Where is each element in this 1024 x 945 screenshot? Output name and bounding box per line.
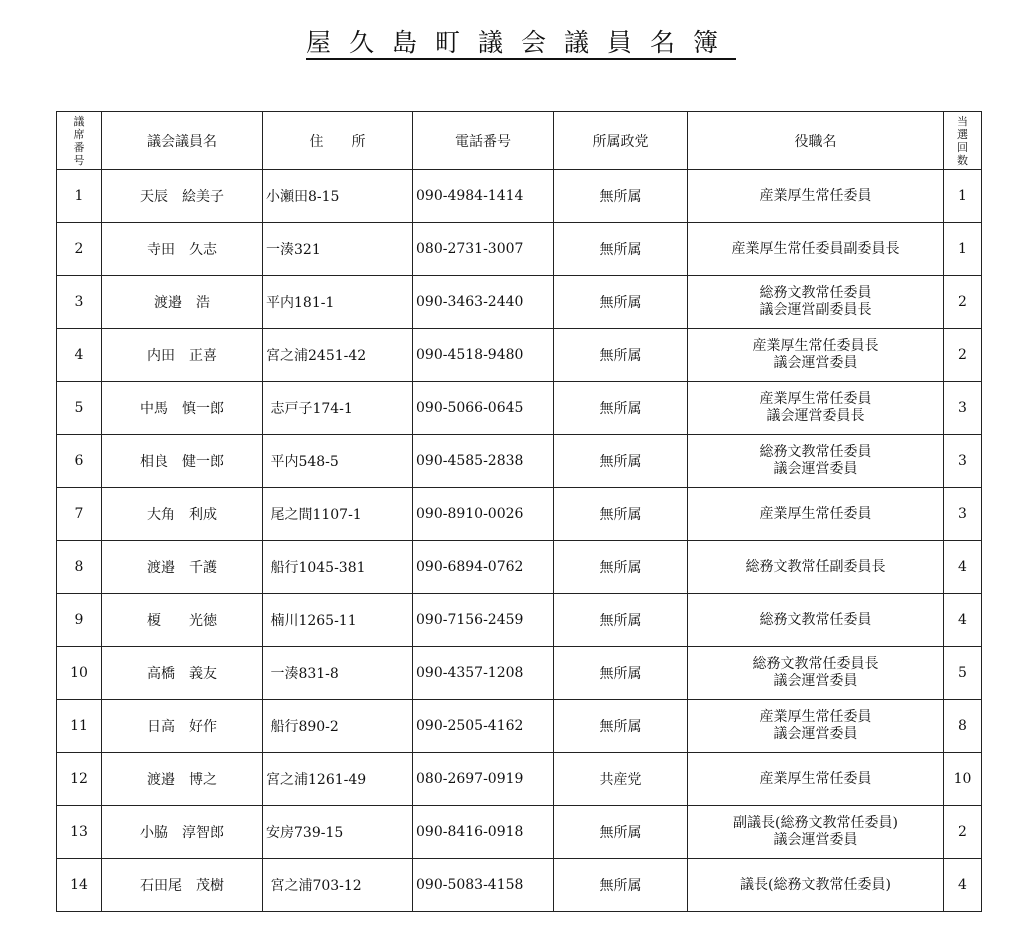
role-line: 産業厚生常任委員 xyxy=(759,391,872,407)
role-line: 議会運営委員 xyxy=(773,355,858,371)
party-cell: 無所属 xyxy=(554,806,688,859)
table-row xyxy=(57,594,982,647)
header-role: 役職名 xyxy=(688,112,944,170)
party-cell: 無所属 xyxy=(554,382,688,435)
party-cell: 無所属 xyxy=(554,859,688,912)
member-name-cell: 寺田 久志 xyxy=(102,223,263,276)
table-header-row xyxy=(57,112,982,170)
role-cell xyxy=(688,382,944,435)
party-cell: 無所属 xyxy=(554,488,688,541)
member-name-cell: 渡邉 博之 xyxy=(102,753,263,806)
table-row xyxy=(57,859,982,912)
address-cell: 一湊321 xyxy=(263,223,413,276)
role-line: 産業厚生常任委員 xyxy=(759,770,872,787)
seat-number-cell: 6 xyxy=(57,435,102,488)
table-row xyxy=(57,435,982,488)
role-cell xyxy=(688,647,944,700)
phone-number-cell: 090-5083-4158 xyxy=(413,859,554,912)
seat-number-cell: 7 xyxy=(57,488,102,541)
role-cell xyxy=(688,223,944,276)
address-cell: 小瀬田8-15 xyxy=(263,170,413,223)
role-line: 議会運営委員 xyxy=(773,832,858,848)
member-name-cell: 榎 光徳 xyxy=(102,594,263,647)
role-line: 総務文教常任委員 xyxy=(759,611,872,628)
table-row xyxy=(57,382,982,435)
role-cell xyxy=(688,435,944,488)
table-row xyxy=(57,223,982,276)
role-line: 総務文教常任副委員長 xyxy=(745,558,886,575)
terms-count-cell: 10 xyxy=(944,753,982,806)
role-line: 議長(総務文教常任委員) xyxy=(740,876,891,893)
seat-number-cell: 14 xyxy=(57,859,102,912)
role-line: 産業厚生常任委員副委員長 xyxy=(731,240,900,257)
role-cell xyxy=(688,700,944,753)
header-seat: 議席番号 xyxy=(57,112,102,170)
role-line: 議会運営委員長 xyxy=(766,408,865,424)
table-row xyxy=(57,700,982,753)
terms-count-cell: 2 xyxy=(944,806,982,859)
role-cell xyxy=(688,806,944,859)
terms-count-cell: 5 xyxy=(944,647,982,700)
member-name-cell: 中馬 慎一郎 xyxy=(102,382,263,435)
role-line: 産業厚生常任委員 xyxy=(759,187,872,204)
role-line: 総務文教常任委員 xyxy=(759,444,872,460)
party-cell: 無所属 xyxy=(554,329,688,382)
seat-number-cell: 5 xyxy=(57,382,102,435)
role-line: 副議長(総務文教常任委員) xyxy=(733,815,898,831)
party-cell: 無所属 xyxy=(554,170,688,223)
table-row xyxy=(57,647,982,700)
member-name-cell: 日高 好作 xyxy=(102,700,263,753)
seat-number-cell: 4 xyxy=(57,329,102,382)
terms-count-cell: 2 xyxy=(944,329,982,382)
role-line: 産業厚生常任委員 xyxy=(759,505,872,522)
role-line: 総務文教常任委員長 xyxy=(752,656,879,672)
seat-number-cell: 10 xyxy=(57,647,102,700)
terms-count-cell: 1 xyxy=(944,223,982,276)
role-line: 議会運営副委員長 xyxy=(759,302,872,318)
phone-number-cell: 090-3463-2440 xyxy=(413,276,554,329)
role-line: 議会運営委員 xyxy=(773,673,858,689)
terms-count-cell: 1 xyxy=(944,170,982,223)
table-row xyxy=(57,170,982,223)
address-cell: 平内181-1 xyxy=(263,276,413,329)
member-name-cell: 相良 健一郎 xyxy=(102,435,263,488)
table-row xyxy=(57,488,982,541)
seat-number-cell: 9 xyxy=(57,594,102,647)
phone-number-cell: 090-5066-0645 xyxy=(413,382,554,435)
terms-count-cell: 4 xyxy=(944,541,982,594)
member-name-cell: 石田尾 茂樹 xyxy=(102,859,263,912)
seat-number-cell: 3 xyxy=(57,276,102,329)
address-cell: 船行890-2 xyxy=(263,700,413,753)
seat-number-cell: 2 xyxy=(57,223,102,276)
member-name-cell: 内田 正喜 xyxy=(102,329,263,382)
seat-number-cell: 1 xyxy=(57,170,102,223)
council-member-table xyxy=(56,111,982,912)
member-name-cell: 小脇 淳智郎 xyxy=(102,806,263,859)
role-cell xyxy=(688,488,944,541)
role-line: 総務文教常任委員 xyxy=(759,285,872,301)
seat-number-cell: 13 xyxy=(57,806,102,859)
phone-number-cell: 090-4518-9480 xyxy=(413,329,554,382)
phone-number-cell: 090-6894-0762 xyxy=(413,541,554,594)
party-cell: 無所属 xyxy=(554,594,688,647)
table-row xyxy=(57,541,982,594)
table-row xyxy=(57,806,982,859)
party-cell: 無所属 xyxy=(554,700,688,753)
phone-number-cell: 090-4984-1414 xyxy=(413,170,554,223)
member-name-cell: 渡邉 浩 xyxy=(102,276,263,329)
phone-number-cell: 080-2731-3007 xyxy=(413,223,554,276)
table-row xyxy=(57,753,982,806)
role-cell xyxy=(688,859,944,912)
address-cell: 船行1045-381 xyxy=(263,541,413,594)
header-address: 住 所 xyxy=(263,112,413,170)
table-body xyxy=(57,170,982,912)
role-line: 産業厚生常任委員 xyxy=(759,709,872,725)
member-name-cell: 大角 利成 xyxy=(102,488,263,541)
party-cell: 無所属 xyxy=(554,541,688,594)
document-title-text: 屋久島町議会議員名簿 xyxy=(306,28,736,60)
terms-count-cell: 2 xyxy=(944,276,982,329)
role-line: 議会運営委員 xyxy=(773,461,858,477)
party-cell: 無所属 xyxy=(554,647,688,700)
address-cell: 志戸子174-1 xyxy=(263,382,413,435)
role-cell xyxy=(688,329,944,382)
terms-count-cell: 3 xyxy=(944,488,982,541)
terms-count-cell: 3 xyxy=(944,435,982,488)
role-cell xyxy=(688,594,944,647)
address-cell: 宮之浦703-12 xyxy=(263,859,413,912)
role-line: 産業厚生常任委員長 xyxy=(752,338,879,354)
terms-count-cell: 4 xyxy=(944,859,982,912)
header-phone: 電話番号 xyxy=(413,112,554,170)
phone-number-cell: 090-2505-4162 xyxy=(413,700,554,753)
address-cell: 楠川1265-11 xyxy=(263,594,413,647)
role-cell xyxy=(688,753,944,806)
header-terms: 当選回数 xyxy=(944,112,982,170)
phone-number-cell: 090-8416-0918 xyxy=(413,806,554,859)
member-name-cell: 渡邉 千護 xyxy=(102,541,263,594)
header-party: 所属政党 xyxy=(554,112,688,170)
party-cell: 無所属 xyxy=(554,276,688,329)
header-name: 議会議員名 xyxy=(102,112,263,170)
role-cell xyxy=(688,541,944,594)
member-name-cell: 天辰 絵美子 xyxy=(102,170,263,223)
party-cell: 無所属 xyxy=(554,435,688,488)
role-cell xyxy=(688,170,944,223)
table-row xyxy=(57,329,982,382)
party-cell: 無所属 xyxy=(554,223,688,276)
address-cell: 尾之間1107-1 xyxy=(263,488,413,541)
phone-number-cell: 090-7156-2459 xyxy=(413,594,554,647)
table-row xyxy=(57,276,982,329)
address-cell: 安房739-15 xyxy=(263,806,413,859)
seat-number-cell: 11 xyxy=(57,700,102,753)
phone-number-cell: 080-2697-0919 xyxy=(413,753,554,806)
phone-number-cell: 090-4585-2838 xyxy=(413,435,554,488)
terms-count-cell: 4 xyxy=(944,594,982,647)
address-cell: 平内548-5 xyxy=(263,435,413,488)
address-cell: 一湊831-8 xyxy=(263,647,413,700)
role-cell xyxy=(688,276,944,329)
role-line: 議会運営委員 xyxy=(773,726,858,742)
terms-count-cell: 8 xyxy=(944,700,982,753)
member-name-cell: 高橋 義友 xyxy=(102,647,263,700)
address-cell: 宮之浦2451-42 xyxy=(263,329,413,382)
address-cell: 宮之浦1261-49 xyxy=(263,753,413,806)
seat-number-cell: 8 xyxy=(57,541,102,594)
phone-number-cell: 090-8910-0026 xyxy=(413,488,554,541)
phone-number-cell: 090-4357-1208 xyxy=(413,647,554,700)
terms-count-cell: 3 xyxy=(944,382,982,435)
seat-number-cell: 12 xyxy=(57,753,102,806)
party-cell: 共産党 xyxy=(554,753,688,806)
document-title xyxy=(0,26,1024,60)
